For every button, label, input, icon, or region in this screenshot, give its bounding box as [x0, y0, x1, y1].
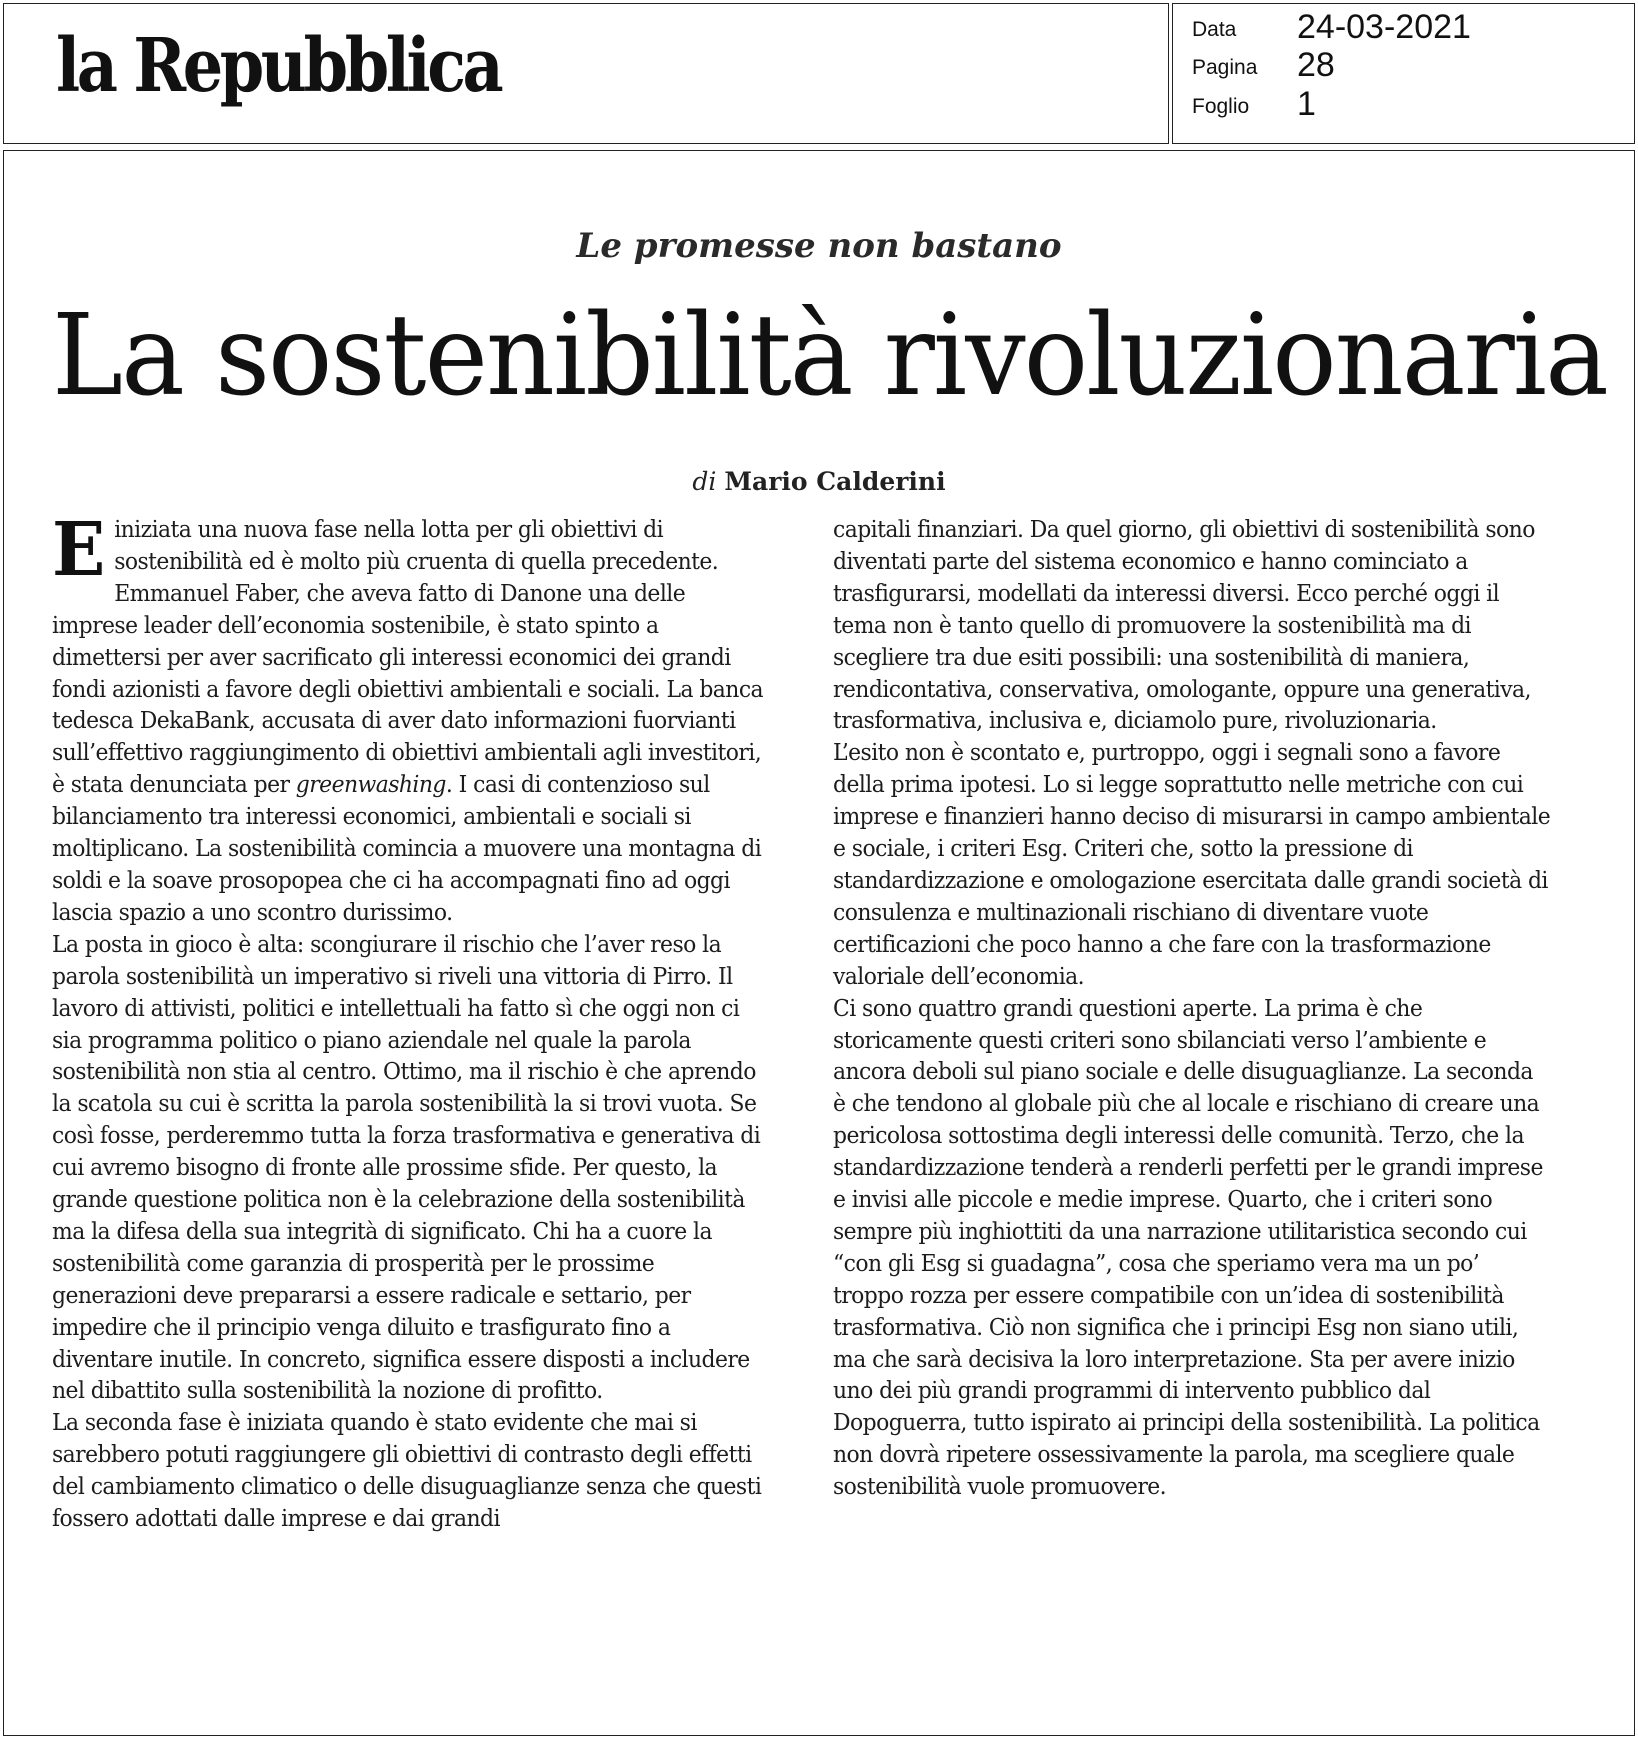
- article-byline: [0, 467, 1638, 496]
- paragraph-text: iniziata una nuova fase nella lotta per gli obiettivi di sostenibilità ed è molto più cruenta di quella precedente. Emmanuel Faber, che aveva fatto di Danone una delle imprese leader dell’economia sostenibile, è stato spinto a dimettersi per aver sacrificato gli interessi economici dei grandi fondi azionisti a favore degli obiettivi ambientali e sociali. La banca tedesca DekaBank, accusata di aver dato informazioni fuorvianti sull’effettivo raggiungimento di obiettivi ambientali agli investitori, è stata denunciata per: [52, 516, 764, 799]
- author-name: Mario Calderini: [724, 467, 946, 496]
- paragraph: L’esito non è scontato e, purtroppo, oggi i segnali sono a favore della prima ipotesi. Lo si legge soprattutto nelle metriche con cui imprese e finanzieri hanno deciso di misurarsi in campo ambientale e sociale, i criteri Esg. Criteri che, sotto la pressione di standardizzazione e omologazione esercitata dalle grandi società di consulenza e multinazionali rischiano di diventare vuote certificazioni che poco hanno a che fare con la trasformazione valoriale dell’economia.: [833, 739, 1551, 990]
- article-column-right: [833, 514, 1551, 1503]
- byline-prefix: di: [692, 467, 717, 496]
- newspaper-logo: la Repubblica: [56, 23, 501, 109]
- masthead-frame: [3, 3, 1169, 144]
- article-headline: La sostenibilità rivoluzionaria: [52, 291, 1607, 421]
- paragraph: [52, 507, 770, 929]
- paragraph: Ci sono quattro grandi questioni aperte. La prima è che storicamente questi criteri sono sbilanciati verso l’ambiente e ancora deboli sul piano sociale e delle disuguaglianze. La seconda è che tendono al globale più che al locale e rischiano di creare una pericolosa sottostima degli interessi delle comunità. Terzo, che la standardizzazione tenderà a renderli perfetti per le grandi imprese e invisi alle piccole e medie imprese. Quarto, che i criteri sono sempre più inghiottiti da una narrazione utilitaristica secondo cui “con gli Esg si guadagna”, cosa che speriamo vera ma un po’ troppo rozza per essere compatibile con un’idea di sostenibilità trasformativa. Ciò non significa che i principi Esg non siano utili, ma che sarà decisiva la loro interpretazione. Sta per avere inizio uno dei più grandi programmi di intervento pubblico dal Dopoguerra, tutto ispirato ai principi della sostenibilità. La politica non dovrà ripetere ossessivamente la parola, ma scegliere quale sostenibilità vuole promuovere.: [833, 994, 1543, 1501]
- sheet-label: Foglio: [1192, 95, 1250, 118]
- date-value: 24-03-2021: [1297, 8, 1471, 46]
- paragraph-text: . I casi di contenzioso sul bilanciamento tra interessi economici, ambientali e sociali si moltiplicano. La sostenibilità comincia a muovere una montagna di soldi e la soave prosopopea che ci ha accompagnati fino ad oggi lascia spazio a uno scontro durissimo.: [52, 771, 762, 926]
- date-label: Data: [1192, 18, 1237, 41]
- page-label: Pagina: [1192, 56, 1258, 79]
- drop-cap: E: [52, 507, 105, 593]
- page-value: 28: [1297, 46, 1335, 84]
- paragraph: La seconda fase è iniziata quando è stato evidente che mai si sarebbero potuti raggiungere gli obiettivi di contrasto degli effetti del cambiamento climatico o delle disuguaglianze senza che questi fossero adottati dalle imprese e dai grandi: [52, 1409, 762, 1533]
- paragraph: La posta in gioco è alta: scongiurare il rischio che l’aver reso la parola sostenibilità un imperativo si riveli una vittoria di Pirro. Il lavoro di attivisti, politici e intellettuali ha fatto sì che oggi non ci sia programma politico o piano aziendale nel quale la parola sostenibilità non stia al centro. Ottimo, ma il rischio è che aprendo la scatola su cui è scritta la parola sostenibilità la si trovi vuota. Se così fosse, perderemmo tutta la forza trasformativa e generativa di cui avremo bisogno di fronte alle prossime sfide. Per questo, la grande questione politica non è la celebrazione della sostenibilità ma la difesa della sua integrità di significato. Chi ha a cuore la sostenibilità come garanzia di prosperità per le prossime generazioni deve prepararsi a essere radicale e settario, per impedire che il principio venga diluito e trasfigurato fino a diventare inutile. In concreto, significa essere disposti a includere nel dibattito sulla sostenibilità la nozione di profitto.: [52, 930, 761, 1405]
- article-kicker: Le promesse non bastano: [576, 226, 1062, 266]
- sheet-value: 1: [1297, 85, 1316, 123]
- italic-term: greenwashing: [295, 771, 446, 799]
- article-column-left: [52, 507, 770, 1535]
- paragraph: capitali finanziari. Da quel giorno, gli obiettivi di sostenibilità sono diventati parte del sistema economico e hanno cominciato a trasfigurarsi, modellati da interessi diversi. Ecco perché oggi il tema non è tanto quello di promuovere la sostenibilità ma di scegliere tra due esiti possibili: una sostenibilità di maniera, rendicontativa, conservativa, omologante, oppure una generativa, trasformativa, inclusiva e, diciamolo pure, rivoluzionaria.: [833, 516, 1535, 735]
